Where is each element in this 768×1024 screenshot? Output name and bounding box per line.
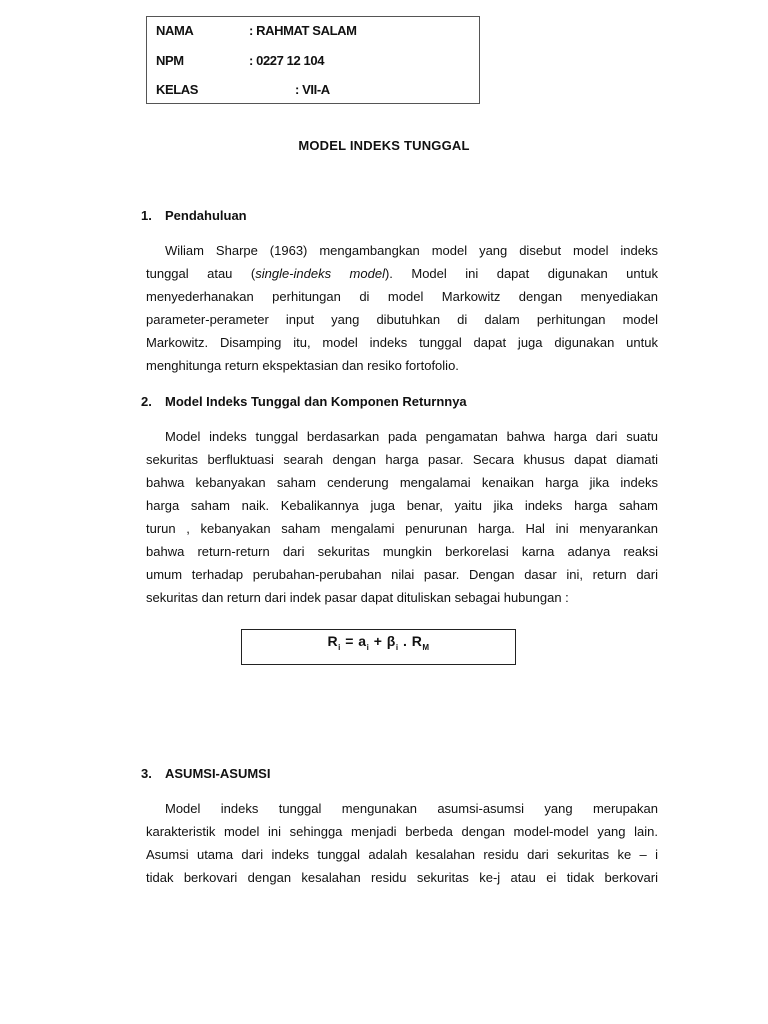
section-1-number: 1. — [141, 208, 152, 223]
formula-beta: β — [386, 633, 396, 649]
formula-rm: R — [411, 633, 423, 649]
formula-dot: . — [398, 633, 412, 649]
section-1-paragraph — [146, 239, 658, 377]
formula-plus: + — [369, 633, 387, 649]
paragraph-line: tidak berkovari dengan kesalahan residu sekuritas ke-j atau ei tidak berkovari — [146, 870, 658, 885]
paragraph-line: sekuritas dan return dari indek pasar dapat dituliskan sebagai hubungan : — [146, 590, 569, 605]
page-title: MODEL INDEKS TUNGGAL — [298, 138, 470, 153]
paragraph-line: Markowitz. Disamping itu, model indeks tunggal dapat juga digunakan untuk — [146, 335, 658, 350]
paragraph-line: karakteristik model ini sehingga menjadi berbeda dengan model-model yang lain. — [146, 824, 658, 839]
paragraph-line: parameter-perameter input yang dibutuhkan di dalam perhitungan model — [146, 312, 658, 327]
line-segment: tunggal atau ( — [146, 266, 256, 281]
section-2-paragraph — [146, 425, 658, 609]
section-1-title: Pendahuluan — [165, 208, 247, 223]
npm-label: NPM — [156, 53, 184, 68]
paragraph-line: bahwa kebanyakan saham cenderung mengalamai kenaikan harga jika indeks — [146, 475, 658, 490]
paragraph-line: Asumsi utama dari indeks tunggal adalah kesalahan residu dari sekuritas ke – i — [146, 847, 658, 862]
identity-box — [146, 16, 480, 104]
line-segment-italic: single-indeks model — [255, 266, 385, 281]
formula-r: R — [327, 633, 339, 649]
paragraph-line: Wiliam Sharpe (1963) mengambangkan model yang disebut model indeks — [165, 243, 658, 258]
formula-alpha: a — [358, 633, 367, 649]
line-segment: ). Model ini dapat digunakan untuk — [384, 266, 658, 281]
paragraph-line: Model indeks tunggal berdasarkan pada pengamatan bahwa harga dari suatu — [165, 429, 658, 444]
name-value: : RAHMAT SALAM — [249, 23, 357, 38]
paragraph-line: bahwa return-return dari sekuritas mungkin berkorelasi karna adanya reaksi — [146, 544, 658, 559]
formula-box — [241, 629, 516, 665]
class-value: : VII-A — [295, 82, 330, 97]
paragraph-line: menyederhanakan perhitungan di model Markowitz dengan menyediakan — [146, 289, 658, 304]
formula — [242, 633, 515, 652]
formula-beta-sub: i — [395, 642, 399, 652]
name-label: NAMA — [156, 23, 194, 38]
section-2-heading — [141, 394, 467, 409]
paragraph-line: Model indeks tunggal mengunakan asumsi-asumsi yang merupakan — [165, 801, 658, 816]
section-3-title: ASUMSI-ASUMSI — [165, 766, 271, 781]
section-3-number: 3. — [141, 766, 152, 781]
npm-value: : 0227 12 104 — [249, 53, 325, 68]
paragraph-line: umum terhadap perubahan-perubahan nilai pasar. Dengan dasar ini, return dari — [146, 567, 658, 582]
formula-alpha-sub: i — [366, 642, 370, 652]
section-2-title: Model Indeks Tunggal dan Komponen Returnnya — [165, 394, 467, 409]
formula-rm-sub: M — [422, 642, 430, 652]
section-3-paragraph — [146, 797, 658, 889]
paragraph-line: sekuritas berfluktuasi searah dengan harga pasar. Secara khusus dapat diamati — [146, 452, 658, 467]
formula-equals: = — [340, 633, 359, 649]
class-label: KELAS — [156, 82, 199, 97]
section-3-heading — [141, 766, 270, 781]
section-2-number: 2. — [141, 394, 152, 409]
section-1-heading — [141, 208, 247, 223]
paragraph-line — [146, 262, 658, 285]
paragraph-line: harga saham naik. Kebalikannya juga benar, yaitu jika indeks harga saham — [146, 498, 658, 513]
formula-r-sub: i — [338, 642, 341, 652]
paragraph-line: menghitunga return ekspektasian dan resiko fortofolio. — [146, 358, 459, 373]
paragraph-line: turun , kebanyakan saham mengalami penurunan harga. Hal ini menyarankan — [146, 521, 658, 536]
